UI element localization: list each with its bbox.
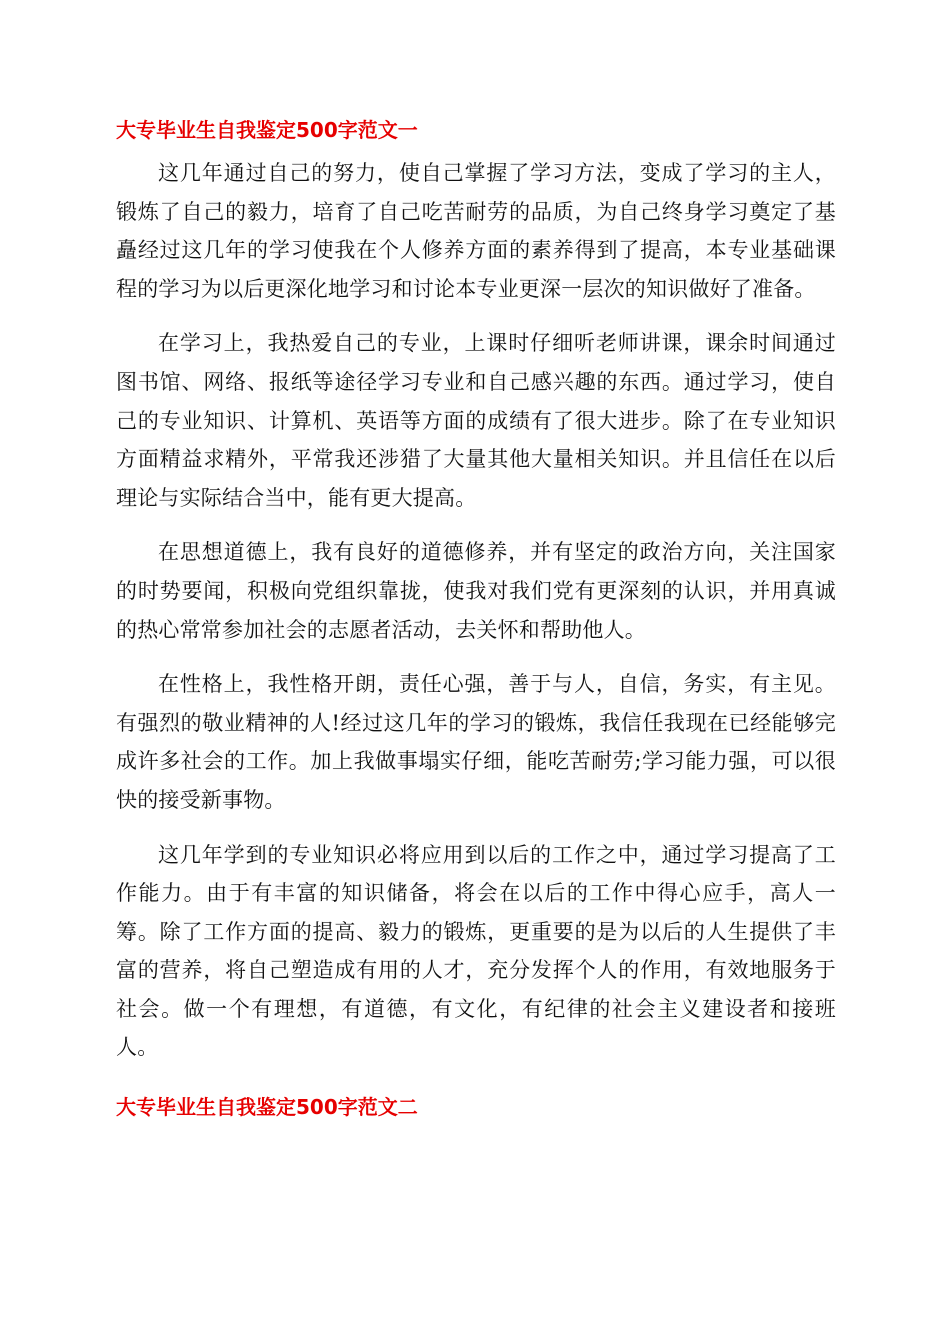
paragraph-3: 在思想道德上，我有良好的道德修养，并有坚定的政治方向，关注国家的时势要闻，积极向党组织靠拢，使我对我们党有更深刻的认识，并用真诚的热心常常参加社会的志愿者活动，去关怀和帮助他人。 (116, 540, 836, 642)
paragraph-5: 这几年学到的专业知识必将应用到以后的工作之中，通过学习提高了工作能力。由于有丰富的知识储备，将会在以后的工作中得心应手，高人一筹。除了工作方面的提高、毅力的锻炼，更重要的是为以后的人生提供了丰富的营养，将自己塑造成有用的人才，充分发挥个人的作用，有效地服务于社会。做一个有理想，有道德，有文化，有纪律的社会主义建设者和接班人。 (116, 842, 836, 1060)
section-heading-2: 大专毕业生自我鉴定500字范文二 (116, 1095, 418, 1120)
paragraph-2: 在学习上，我热爱自己的专业，上课时仔细听老师讲课，课余时间通过图书馆、网络、报纸等途径学习专业和自己感兴趣的东西。通过学习，使自己的专业知识、计算机、英语等方面的成绩有了很大进步。除了在专业知识方面精益求精外，平常我还涉猎了大量其他大量相关知识。并且信任在以后理论与实际结合当中，能有更大提高。 (116, 331, 836, 510)
document-body (116, 112, 836, 1125)
section-heading-1: 大专毕业生自我鉴定500字范文一 (116, 118, 418, 142)
paragraph-1: 这几年通过自己的努力，使自己掌握了学习方法，变成了学习的主人，锻炼了自己的毅力，培育了自己吃苦耐劳的品质，为自己终身学习奠定了基矗经过这几年的学习使我在个人修养方面的素养得到了提高，本专业基础课程的学习为以后更深化地学习和讨论本专业更深一层次的知识做好了准备。 (116, 161, 836, 301)
paragraph-4: 在性格上，我性格开朗，责任心强，善于与人，自信，务实，有主见。有强烈的敬业精神的人!经过这几年的学习的锻炼，我信任我现在已经能够完成许多社会的工作。加上我做事塌实仔细，能吃苦耐劳;学习能力强，可以很快的接受新事物。 (116, 672, 836, 812)
